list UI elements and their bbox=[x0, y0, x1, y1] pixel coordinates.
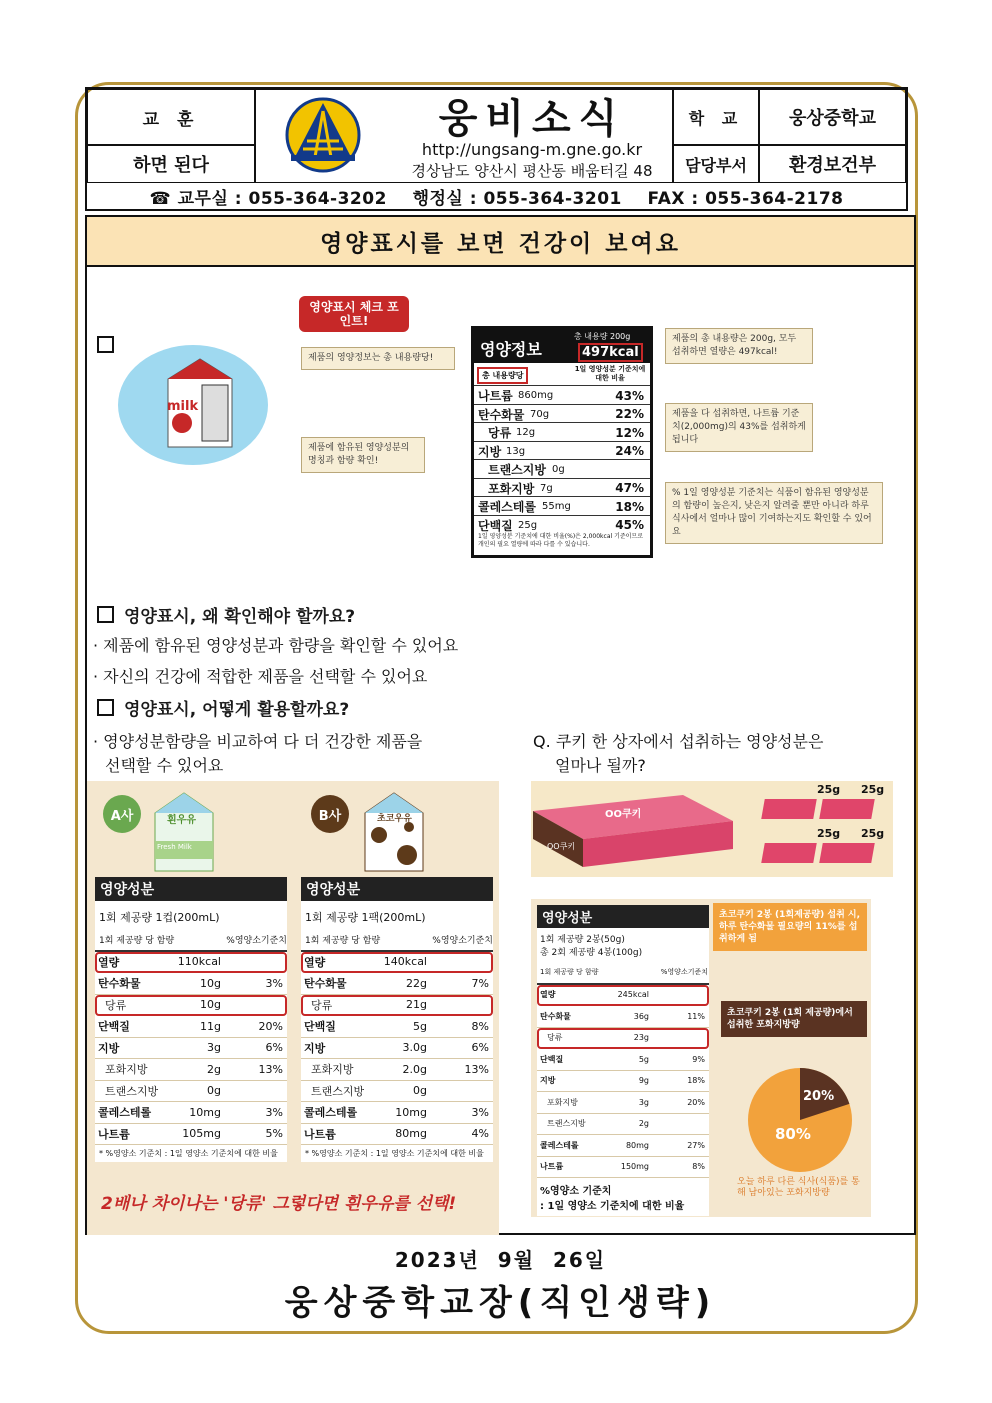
nutrition-row bbox=[474, 441, 650, 461]
table-cell-name: 나트륨 bbox=[304, 1127, 336, 1141]
table-row bbox=[537, 1157, 709, 1179]
table-row bbox=[537, 1114, 709, 1136]
nutrition-row bbox=[474, 422, 650, 442]
nutrition-row-name: 당류 bbox=[488, 426, 512, 440]
motto-label: 교 훈 bbox=[87, 89, 255, 145]
nutrition-row-pct: 45% bbox=[615, 518, 644, 532]
table-cell-amount: 2g bbox=[207, 1062, 221, 1076]
nutrition-per-label: 총 내용량당 bbox=[477, 367, 528, 384]
table-cell-pct: 3% bbox=[265, 976, 283, 990]
pie-small-label: 20% bbox=[803, 1089, 835, 1104]
table-cell-amount: 23g bbox=[633, 1033, 649, 1043]
nutrition-row-amount: 0g bbox=[552, 464, 565, 475]
b-carton-label: 초코우유 bbox=[377, 814, 412, 824]
table-cell-amount: 10g bbox=[200, 976, 221, 990]
nutrition-row-pct: 47% bbox=[615, 481, 644, 495]
table-cell-pct: 9% bbox=[692, 1054, 705, 1064]
milk-b-table-title: 영양성분 bbox=[301, 877, 493, 901]
school-address: 경상남도 양산시 평산동 배움터길 48 bbox=[411, 161, 653, 180]
table-cell-amount: 10mg bbox=[189, 1105, 221, 1119]
table-cell-name: 단백질 bbox=[540, 1054, 564, 1064]
question-line2: 얼마나 될까? bbox=[555, 756, 646, 775]
callout-percent: % 1일 영양성분 기준치는 식품이 함유된 영양성분의 함량이 높은지, 낮은지 알려줄 뿐만 아니라 하루 식사에서 얼마나 많이 기여하는지도 확인할 수 있어요 bbox=[665, 482, 883, 544]
nutrition-row-amount: 12g bbox=[516, 427, 536, 438]
table-cell-name: 탄수화물 bbox=[98, 977, 141, 991]
table-cell-name: 트랜스지방 bbox=[547, 1119, 586, 1129]
table-row bbox=[301, 973, 493, 995]
nutrition-total: 총 내용량 200g bbox=[574, 332, 631, 341]
table-cell-name: 나트륨 bbox=[540, 1162, 564, 1172]
a-carton-sub: Fresh Milk bbox=[157, 843, 192, 851]
milk-a-table bbox=[95, 877, 287, 1162]
nutrition-row-amount: 860mg bbox=[518, 390, 554, 401]
pack-weight-2: 25g bbox=[861, 783, 885, 796]
cookie-pack-1 bbox=[761, 799, 817, 819]
milk-b-note: * %영양소 기준치 : 1일 영양소 기준치에 대한 비율 bbox=[305, 1149, 484, 1158]
table-cell-pct: 20% bbox=[687, 1097, 705, 1107]
choco-milk-carton-icon bbox=[359, 789, 429, 873]
table-row bbox=[537, 1071, 709, 1093]
table-cell-name: 열량 bbox=[98, 955, 120, 969]
school-logo-icon bbox=[285, 97, 361, 173]
milk-a-rows bbox=[95, 952, 287, 1146]
table-cell-amount: 21g bbox=[406, 998, 427, 1012]
contact-line: ☎ 교무실 : 055-364-3202 행정실 : 055-364-3201 FAX : 055-364-2178 bbox=[149, 188, 844, 209]
cookie-pack-2 bbox=[819, 799, 875, 819]
cookie-pack-4 bbox=[819, 843, 875, 863]
how-section-title: 영양표시, 어떻게 활용할까요? bbox=[97, 695, 349, 720]
nutrition-row-pct: 22% bbox=[615, 407, 644, 421]
nutrition-row-pct: 43% bbox=[615, 388, 644, 403]
table-cell-name: 콜레스테롤 bbox=[98, 1106, 152, 1120]
table-cell-pct: 6% bbox=[471, 1041, 489, 1055]
company-b-badge: B사 bbox=[311, 795, 349, 833]
how-point-line1: · 영양성분함량을 비교하여 다 더 건강한 제품을 bbox=[93, 732, 423, 751]
table-cell-pct: 18% bbox=[687, 1076, 705, 1086]
table-cell-amount: 140kcal bbox=[383, 955, 427, 969]
cookie-packs bbox=[763, 783, 889, 875]
table-cell-pct: 6% bbox=[265, 1041, 283, 1055]
table-row bbox=[95, 1081, 287, 1103]
table-cell-pct: 8% bbox=[471, 1019, 489, 1033]
table-row bbox=[95, 1124, 287, 1146]
nutrition-header bbox=[474, 329, 650, 363]
table-cell-amount: 10g bbox=[200, 998, 221, 1012]
table-cell-name: 탄수화물 bbox=[304, 977, 347, 991]
nutrition-row-name: 콜레스테롤 bbox=[478, 500, 536, 514]
milk-b-col-header: 1회 제공량 당 함량 %영양소기준치 bbox=[301, 929, 493, 952]
nutrition-kcal: 497kcal bbox=[578, 343, 643, 362]
cookie-box-icon bbox=[533, 791, 733, 867]
table-cell-name: 당류 bbox=[547, 1033, 563, 1043]
table-cell-name: 트랜스지방 bbox=[105, 1084, 159, 1098]
table-cell-name: 트랜스지방 bbox=[311, 1084, 365, 1098]
nutrition-row-name: 단백질 bbox=[478, 518, 513, 533]
milk-label: milk bbox=[167, 399, 199, 414]
table-cell-amount: 10mg bbox=[395, 1105, 427, 1119]
check-point-badge: 영양표시 체크 포인트! bbox=[299, 296, 409, 332]
table-cell-name: 콜레스테롤 bbox=[304, 1106, 358, 1120]
table-cell-name: 단백질 bbox=[304, 1020, 336, 1034]
checkbox-square-1 bbox=[97, 336, 124, 356]
school-url[interactable]: http://ungsang-m.gne.go.kr bbox=[421, 139, 643, 159]
table-cell-name: 나트륨 bbox=[98, 1127, 130, 1141]
callout-content: 제품에 함유된 영양성분의 명칭과 함량 확인! bbox=[301, 437, 425, 473]
table-cell-name: 포화지방 bbox=[547, 1097, 578, 1107]
table-cell-name: 단백질 bbox=[98, 1020, 130, 1034]
table-cell-name: 당류 bbox=[311, 998, 333, 1012]
newsletter bbox=[85, 87, 908, 1327]
table-row bbox=[301, 1124, 493, 1146]
table-cell-pct: 20% bbox=[258, 1019, 283, 1033]
cookie-note-2: : 1일 영양소 기준치에 대한 비율 bbox=[540, 1201, 685, 1212]
table-cell-name: 지방 bbox=[540, 1076, 556, 1086]
table-row bbox=[301, 1081, 493, 1103]
cookie-table-title: 영양성분 bbox=[537, 905, 709, 928]
motto-text: 하면 된다 bbox=[87, 145, 255, 183]
table-row bbox=[95, 1038, 287, 1060]
nutrition-title: 영양정보 bbox=[480, 340, 542, 359]
table-row bbox=[301, 1016, 493, 1038]
nutrition-row-amount: 13g bbox=[506, 445, 526, 457]
nutrition-row-amount: 25g bbox=[518, 519, 538, 531]
table-cell-name: 포화지방 bbox=[105, 1063, 148, 1077]
nutrition-footnote: 1일 영양성분 기준치에 대한 비율(%)은 2,000kcal 기준이므로 개인의 필요 열량에 따라 다를 수 있습니다. bbox=[478, 533, 644, 548]
table-cell-pct: 7% bbox=[471, 976, 489, 990]
cookie-pack-3 bbox=[761, 843, 817, 863]
table-row bbox=[301, 952, 493, 974]
nutrition-row-amount: 55mg bbox=[542, 501, 571, 512]
table-cell-pct: 13% bbox=[464, 1062, 489, 1076]
table-row bbox=[537, 1135, 709, 1157]
table-cell-pct: 11% bbox=[687, 1011, 705, 1021]
table-row bbox=[95, 1102, 287, 1124]
cookie-note-1: %영양소 기준치 bbox=[540, 1186, 612, 1197]
table-cell-name: 탄수화물 bbox=[540, 1011, 571, 1021]
cookie-callout-fat: 초코쿠키 2봉 (1회 제공량)에서 섭취한 포화지방량 bbox=[721, 1001, 867, 1037]
table-cell-amount: 105mg bbox=[182, 1127, 221, 1141]
pie-note: 오늘 하루 다른 식사(식품)를 통해 남아있는 포화지방량 bbox=[737, 1177, 860, 1198]
table-cell-name: 당류 bbox=[105, 998, 127, 1012]
table-cell-name: 열량 bbox=[304, 955, 326, 969]
pack-weight-1: 25g bbox=[817, 783, 841, 796]
nutrition-row bbox=[474, 459, 650, 479]
company-a-badge: A사 bbox=[103, 795, 141, 833]
table-cell-name: 지방 bbox=[98, 1041, 120, 1055]
saturated-fat-pie-chart bbox=[745, 1065, 855, 1175]
why-point-2: · 자신의 건강에 적합한 제품을 선택할 수 있어요 bbox=[93, 667, 428, 686]
cookie-total: 총 2회 제공량 4봉(100g) bbox=[540, 948, 643, 958]
cookie-box-label: OO쿠키 bbox=[605, 809, 642, 820]
table-row bbox=[537, 1006, 709, 1028]
issue-date: 2023년 9월 26일 bbox=[394, 1248, 607, 1272]
table-cell-amount: 5g bbox=[413, 1019, 427, 1033]
table-row bbox=[301, 1102, 493, 1124]
milk-b-table bbox=[301, 877, 493, 1162]
nutrition-row-name: 지방 bbox=[478, 444, 502, 459]
cookie-panel bbox=[531, 899, 871, 1217]
table-row bbox=[537, 985, 709, 1007]
pie-large-label: 80% bbox=[775, 1125, 811, 1143]
table-cell-name: 포화지방 bbox=[311, 1063, 354, 1077]
table-cell-amount: 22g bbox=[406, 976, 427, 990]
table-cell-amount: 0g bbox=[207, 1084, 221, 1098]
cookie-box-panel bbox=[531, 781, 893, 877]
nutrition-row-pct: 18% bbox=[615, 499, 644, 514]
table-cell-pct: 27% bbox=[687, 1140, 705, 1150]
milk-a-table-title: 영양성분 bbox=[95, 877, 287, 901]
table-cell-amount: 3.0g bbox=[402, 1041, 427, 1055]
milk-compare-panel bbox=[87, 781, 499, 1235]
nutrition-row bbox=[474, 385, 650, 405]
table-cell-amount: 2.0g bbox=[402, 1062, 427, 1076]
table-cell-name: 열량 bbox=[540, 990, 556, 1000]
table-row bbox=[95, 1059, 287, 1081]
table-cell-amount: 80mg bbox=[625, 1140, 649, 1150]
how-point-line2: 선택할 수 있어요 bbox=[105, 756, 224, 775]
cookie-box-label2: OO쿠키 bbox=[547, 842, 576, 851]
milk-b-serving: 1회 제공량 1팩(200mL) bbox=[305, 911, 426, 924]
question-line1: Q. 쿠키 한 상자에서 섭취하는 영양성분은 bbox=[533, 732, 824, 751]
table-cell-amount: 150mg bbox=[620, 1162, 649, 1172]
nutrition-row bbox=[474, 404, 650, 424]
table-cell-pct: 8% bbox=[692, 1162, 705, 1172]
nutrition-row bbox=[474, 496, 650, 516]
cookie-callout-carb: 초코쿠키 2봉 (1회제공량) 섭취 시, 하루 탄수화물 필요량의 11%를 섭취하게 됨 bbox=[713, 903, 867, 951]
school-label: 학 교 bbox=[673, 89, 759, 145]
header-table bbox=[85, 87, 908, 211]
table-cell-amount: 110kcal bbox=[177, 955, 221, 969]
table-cell-pct: 3% bbox=[471, 1105, 489, 1119]
milk-b-rows bbox=[301, 952, 493, 1146]
table-cell-amount: 5g bbox=[638, 1054, 649, 1064]
article-title: 영양표시를 보면 건강이 보여요 bbox=[85, 215, 916, 267]
table-cell-amount: 11g bbox=[200, 1019, 221, 1033]
table-row bbox=[95, 1016, 287, 1038]
table-row bbox=[537, 1049, 709, 1071]
table-cell-amount: 9g bbox=[638, 1076, 649, 1086]
cookie-table bbox=[537, 905, 709, 1216]
table-row bbox=[301, 1059, 493, 1081]
nutrition-dv-header: 1일 영양성분 기준치에 대한 비율 bbox=[574, 365, 646, 382]
table-row bbox=[95, 973, 287, 995]
milk-conclusion: 2배나 차이나는 '당류' 그렇다면 흰우유를 선택! bbox=[101, 1194, 457, 1214]
table-cell-name: 지방 bbox=[304, 1041, 326, 1055]
newsletter-title: 웅비소식 bbox=[438, 95, 626, 142]
table-cell-amount: 3g bbox=[638, 1097, 649, 1107]
cookie-col-header: 1회 제공량 당 함량 %영양소기준치 bbox=[537, 962, 709, 985]
milk-a-note: * %영양소 기준치 : 1일 영양소 기준치에 대한 비율 bbox=[99, 1149, 278, 1158]
why-point-1: · 제품에 함유된 영양성분과 함량을 확인할 수 있어요 bbox=[93, 636, 459, 655]
table-cell-pct: 13% bbox=[258, 1062, 283, 1076]
callout-total-per: 제품의 영양정보는 총 내용량당! bbox=[301, 347, 455, 370]
cookie-rows bbox=[537, 985, 709, 1179]
milk-a-col-header: 1회 제공량 당 함량 %영양소기준치 bbox=[95, 929, 287, 952]
a-carton-label: 흰우유 bbox=[167, 815, 196, 826]
pack-weight-4: 25g bbox=[861, 827, 885, 840]
table-cell-amount: 80mg bbox=[395, 1127, 427, 1141]
nutrition-row bbox=[474, 515, 650, 535]
table-cell-amount: 245kcal bbox=[617, 990, 649, 1000]
nutrition-row-name: 트랜스지방 bbox=[488, 463, 546, 477]
cookie-serving: 1회 제공량 2봉(50g) bbox=[540, 935, 625, 945]
pack-weight-3: 25g bbox=[817, 827, 841, 840]
table-cell-amount: 36g bbox=[633, 1011, 649, 1021]
dept-name: 환경보건부 bbox=[759, 145, 906, 183]
white-milk-carton-icon bbox=[149, 789, 219, 873]
nutrition-row-amount: 7g bbox=[540, 482, 553, 494]
dept-label: 담당부서 bbox=[673, 145, 759, 183]
table-row bbox=[537, 1028, 709, 1050]
table-cell-amount: 0g bbox=[413, 1084, 427, 1098]
callout-kcal: 제품의 총 내용량은 200g, 모두 섭취하면 열량은 497kcal! bbox=[665, 328, 813, 364]
principal-signature: 웅상중학교장(직인생략) bbox=[284, 1283, 717, 1323]
table-row bbox=[537, 1092, 709, 1114]
table-cell-amount: 3g bbox=[207, 1041, 221, 1055]
nutrition-facts-box bbox=[471, 326, 653, 558]
table-cell-amount: 2g bbox=[638, 1119, 649, 1129]
callout-sodium: 제품을 다 섭취하면, 나트륨 기준치(2,000mg)의 43%를 섭취하게 됩니다 bbox=[665, 403, 813, 452]
table-row bbox=[301, 1038, 493, 1060]
nutrition-row-name: 포화지방 bbox=[488, 481, 535, 496]
nutrition-row-pct: 24% bbox=[615, 444, 644, 458]
table-row bbox=[301, 995, 493, 1017]
why-section-title: 영양표시, 왜 확인해야 할까요? bbox=[97, 602, 355, 627]
nutrition-row-name: 나트륨 bbox=[478, 389, 513, 403]
table-cell-pct: 4% bbox=[471, 1127, 489, 1141]
table-cell-pct: 3% bbox=[265, 1105, 283, 1119]
milk-a-serving: 1회 제공량 1컵(200mL) bbox=[99, 911, 220, 924]
nutrition-row-name: 탄수화물 bbox=[478, 407, 525, 422]
school-name: 웅상중학교 bbox=[759, 89, 906, 145]
nutrition-row-amount: 70g bbox=[530, 408, 550, 420]
table-cell-pct: 5% bbox=[265, 1127, 283, 1141]
nutrition-row-pct: 12% bbox=[615, 425, 644, 440]
nutrition-row bbox=[474, 478, 650, 498]
table-cell-name: 콜레스테롤 bbox=[540, 1140, 579, 1150]
table-row bbox=[95, 995, 287, 1017]
table-row bbox=[95, 952, 287, 974]
